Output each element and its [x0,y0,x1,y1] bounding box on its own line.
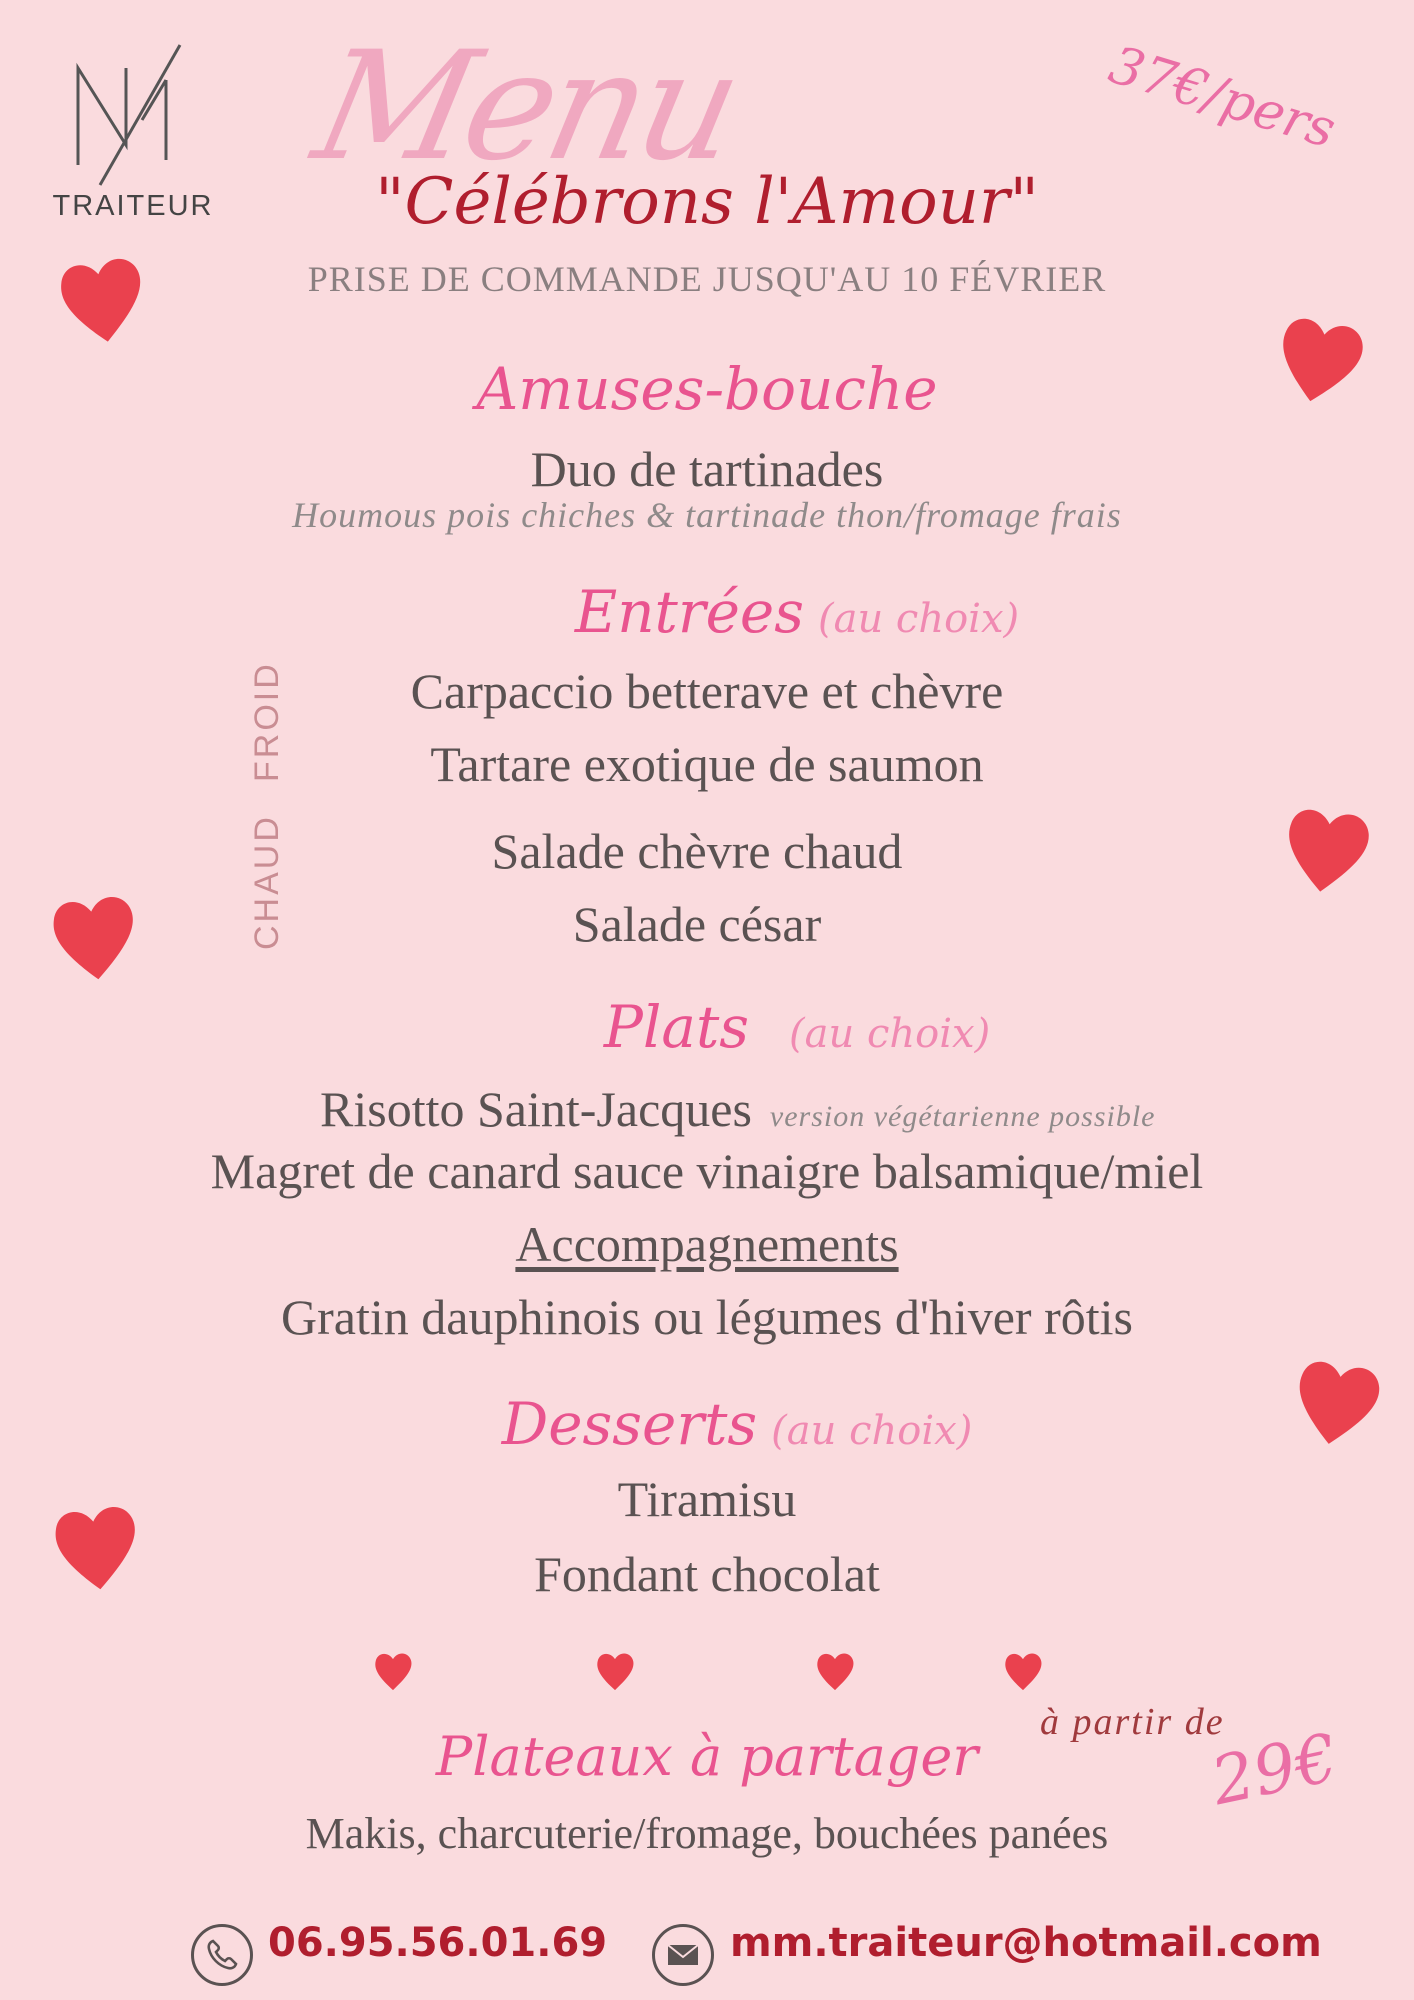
heart-icon [58,250,146,350]
phone-icon [191,1924,253,1986]
entree-item: Tartare exotique de saumon [430,736,984,792]
desserts-choice: (au choix) [771,1408,973,1454]
entree-item: Salade chèvre chaud [491,823,903,879]
heart-icon [1275,310,1363,410]
plat-item-risotto [320,1080,1156,1138]
amuses-item: Duo de tartinades [530,441,884,497]
heart-icon [815,1648,855,1694]
plateaux-price: 29€ [1205,1718,1345,1821]
logo-text: TRAITEUR [52,190,214,222]
entrees-choice: (au choix) [818,596,1020,642]
menu-script-title: Menu [301,20,751,194]
price-per-person: 37€/pers [1102,35,1343,161]
section-entrees-heading [90,578,1414,646]
plats-choice: (au choix) [789,1011,991,1057]
heart-icon [52,1495,140,1600]
desserts-heading-text: Desserts [501,1390,758,1458]
section-plateaux-heading: Plateaux à partager [435,1725,979,1788]
envelope-glyph-icon [666,1942,700,1968]
accompaniments-item: Gratin dauphinois ou légumes d'hiver rôtis [281,1289,1133,1345]
section-plats-heading [90,993,1414,1061]
dessert-item: Tiramisu [617,1471,797,1527]
heart-icon [1003,1648,1043,1694]
entree-item: Salade césar [572,896,822,952]
section-desserts-heading [30,1390,1414,1458]
order-deadline: PRISE DE COMMANDE JUSQU'AU 10 FÉVRIER [307,259,1107,299]
mail-icon [652,1924,714,1986]
vegetarian-note: version végétarienne possible [769,1100,1156,1133]
heart-icon [1292,1350,1380,1455]
section-amuses-bouche-heading: Amuses-bouche [476,355,938,423]
heart-icon [1282,800,1370,900]
email-address[interactable]: mm.traiteur@hotmail.com [730,1920,1322,1966]
heart-icon [50,885,138,990]
heart-icon [595,1648,635,1694]
plateaux-description: Makis, charcuterie/fromage, bouchées panées [305,1809,1109,1858]
label-froid: FROID [248,661,286,782]
accompaniments-heading: Accompagnements [515,1216,899,1272]
plats-heading-text: Plats [603,993,750,1061]
from-price-label: à partir de [1040,1701,1225,1743]
phone-number[interactable]: 06.95.56.01.69 [268,1920,608,1966]
entrees-heading-text: Entrées [574,578,804,646]
plat-item: Magret de canard sauce vinaigre balsamique/miel [210,1143,1204,1199]
phone-glyph-icon [205,1938,239,1972]
plat-item: Risotto Saint-Jacques [320,1081,752,1137]
amuses-description: Houmous pois chiches & tartinade thon/fromage frais [292,495,1122,535]
dessert-item: Fondant chocolat [534,1546,880,1602]
entree-item: Carpaccio betterave et chèvre [410,663,1004,719]
label-chaud: CHAUD [248,814,286,950]
heart-icon [373,1648,413,1694]
menu-title: "Célébrons l'Amour" [375,165,1039,239]
